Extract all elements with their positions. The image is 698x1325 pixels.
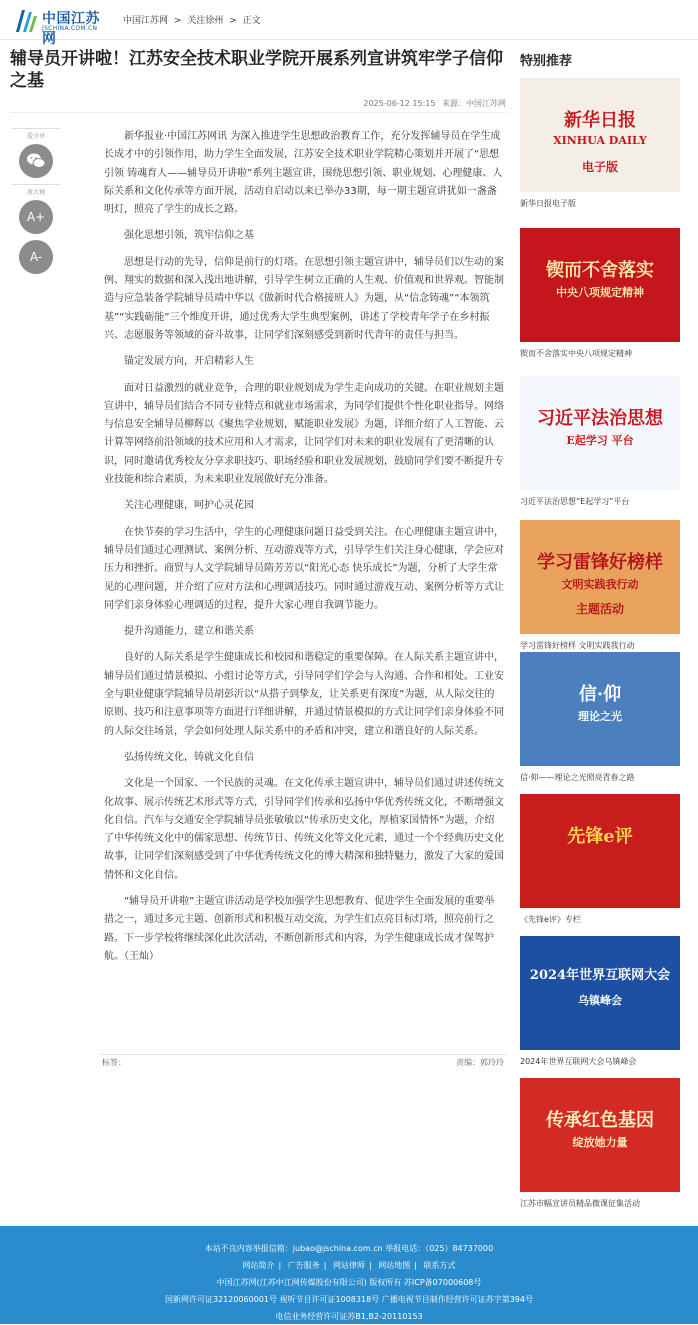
recommend-caption[interactable]: 江苏市幅宣讲员精品微课征集活动 bbox=[520, 1199, 640, 1208]
recommend-banner-image[interactable] bbox=[520, 794, 680, 908]
footer-link-ads[interactable]: 广告服务 bbox=[287, 1261, 320, 1270]
recommend-item[interactable] bbox=[520, 228, 680, 359]
article-paragraph: 思想是行动的先导，信仰是前行的灯塔。在思想引领主题宣讲中，辅导员们以生动的案例、翔实的数据和深入浅出地讲解，引导学生树立正确的人生观、价值观和世界观。智能制造与应急装备学院辅导员靖中华以《做新时代合格接班人》为题，从“信念铸魂”“本领筑基”“实践砺能”三个维度开讲，通过优秀大学生典型案例，讲述了学校青年学子在乡村振兴、志愿服务等领域的奋斗故事，让同学们深刻感受到新时代青年的责任与担当。 bbox=[104, 256, 504, 341]
logo-subtext: JSCHINA.COM.CN bbox=[42, 25, 98, 32]
recommend-title: 特别推荐 bbox=[520, 54, 573, 69]
footer-link-contact[interactable]: 联系方式 bbox=[423, 1261, 456, 1270]
recommend-item[interactable] bbox=[520, 1078, 680, 1209]
recommend-banner-image[interactable] bbox=[520, 78, 680, 192]
article-body bbox=[104, 128, 504, 974]
article-footer-divider bbox=[100, 1054, 506, 1055]
recommend-banner-image[interactable] bbox=[520, 652, 680, 766]
recommend-banner-subtext: 绽放她力量 bbox=[572, 1136, 628, 1149]
article-meta bbox=[300, 98, 506, 109]
zoom-in-button[interactable]: A+ bbox=[19, 200, 53, 234]
breadcrumb-current: 正文 bbox=[242, 16, 261, 26]
recommend-item[interactable] bbox=[520, 78, 680, 209]
recommend-banner-text: 学习雷锋好榜样 bbox=[537, 552, 663, 573]
recommend-item[interactable] bbox=[520, 520, 680, 651]
wechat-icon bbox=[26, 152, 46, 170]
recommend-caption[interactable]: 学习雷锋好榜样 文明实践我行动 bbox=[520, 641, 635, 650]
article-paragraph: 面对日益激烈的就业竞争，合理的职业规划成为学生走向成功的关键。在职业规划主题宣讲中，辅导员们结合不同专业特点和就业市场需求，为同学们提供个性化职业指导。网络与信息安全辅导员柳辉以《聚焦学业规划，赋能职业发展》为题，详细介绍了人工智能、云计算等网络前沿领域的技术应用和人才需求，让同学们对未来的职业发展有了更清晰的认识，同时邀请优秀校友分享求职技巧、职场经验和职业发展规划，鼓励同学们要不断提升专业技能和综合素质，为未来职业发展做好充分准备。 bbox=[104, 382, 504, 486]
recommend-banner-subtext: XINHUA DAILY bbox=[553, 134, 647, 147]
article-paragraph: 新华报业·中国江苏网讯 为深入推进学生思想政治教育工作，充分发挥辅导员在学生成长成才中的引领作用，助力学生全面发展，江苏安全技术职业学院精心策划并开展了“思想引领 铸魂育人——辅导员开讲啦”系列主题宣讲，围绕思想引领、职业规划、心理健康、人际关系和文化传承等方面开展，活动自启动以来已举办33期，每一期主题宣讲犹如一盏盏明灯，照亮了学生的成长之路。 bbox=[104, 131, 503, 216]
recommend-banner-image[interactable] bbox=[520, 936, 680, 1050]
site-header bbox=[0, 0, 698, 47]
site-logo[interactable] bbox=[12, 6, 112, 47]
article-source: 来源：中国江苏网 bbox=[442, 99, 506, 108]
recommend-item[interactable] bbox=[520, 936, 680, 1067]
breadcrumb-home[interactable]: 中国江苏网 bbox=[123, 16, 169, 26]
article-subheading: 关注心理健康，呵护心灵花园 bbox=[124, 500, 254, 512]
recommend-caption[interactable]: 习近平法治思想“E起学习”平台 bbox=[520, 497, 630, 506]
breadcrumb bbox=[123, 13, 264, 26]
recommend-item[interactable] bbox=[520, 652, 680, 783]
zoom-out-button[interactable]: A- bbox=[19, 240, 53, 274]
article-subheading: 提升沟通能力，建立和谐关系 bbox=[124, 626, 254, 638]
recommend-banner-subtext: E起学习 平台 bbox=[566, 434, 634, 447]
recommend-banner-subtext: 文明实践我行动 bbox=[561, 578, 639, 591]
footer-license: 国新网许可证32120060001号 视听节目许可证1008318号 广播电视节目制作经营许可证苏字第394号 bbox=[165, 1295, 533, 1304]
recommend-banner-text: 先锋e评 bbox=[567, 826, 633, 847]
article-date: 2025-06-12 15:15 bbox=[363, 99, 436, 108]
footer-link-lawyer[interactable]: 网站律师 bbox=[333, 1261, 365, 1270]
article-subheading: 强化思想引领，筑牢信仰之基 bbox=[124, 230, 254, 242]
breadcrumb-separator: > bbox=[173, 16, 182, 26]
footer-report: 本站不良内容举报信箱：jubao@jschina.com.cn 举报电话：（025）84737000 bbox=[204, 1244, 494, 1253]
zoom-label: 放大镜 bbox=[12, 184, 60, 196]
breadcrumb-separator: > bbox=[229, 16, 237, 26]
recommend-banner-subtext: 中央八项规定精神 bbox=[556, 286, 644, 299]
recommend-caption[interactable]: 新华日报电子版 bbox=[520, 199, 576, 208]
recommend-item[interactable] bbox=[520, 376, 680, 507]
recommend-caption[interactable]: 信·仰——理论之光照亮青春之路 bbox=[520, 773, 635, 782]
recommend-banner-text: 2024年世界互联网大会 bbox=[529, 968, 671, 983]
recommend-banner-tag: 主题活动 bbox=[575, 602, 624, 616]
wechat-share-button[interactable] bbox=[19, 144, 53, 178]
recommend-banner-text: 信·仰 bbox=[578, 684, 622, 705]
article-subheading: 锚定发展方向，开启精彩人生 bbox=[124, 356, 254, 368]
article-editor: 责编：郭玲玲 bbox=[456, 1058, 504, 1067]
article-paragraph: 文化是一个国家、一个民族的灵魂。在文化传承主题宣讲中，辅导员们通过讲述传统文化故事、展示传统艺术形式等方式，引导同学们传承和弘扬中华优秀传统文化，不断增强文化自信。汽车与交通安全学院辅导员张敏敏以“传承历史文化，厚植家国情怀”为题，介绍了中华传统文化中的儒家思想、传统节日、传统文化等文化元素，通过一个个经典历史文化故事，让同学们深刻感受到了中华优秀传统文化的博大精深和独特魅力，激发了大家的爱国情怀和文化自信。 bbox=[104, 778, 504, 881]
article-paragraph: “辅导员开讲啦”主题宣讲活动是学校加强学生思想教育、促进学生全面发展的重要举措之一，通过多元主题、创新形式和积极互动交流，为学生们点亮目标灯塔，照亮前行之路。下一步学校将继续深化此次活动，不断创新形式和内容，为学生健康成长成才保驾护航。（王灿） bbox=[104, 895, 495, 962]
side-toolbar bbox=[12, 128, 60, 280]
recommend-banner-subtext: 理论之光 bbox=[578, 710, 622, 723]
footer-telecom: 电信业务经营许可证苏B1,B2-20110153 bbox=[275, 1312, 423, 1321]
title-divider bbox=[10, 112, 506, 113]
footer-copyright: 中国江苏网(江苏中江网传媒股份有限公司) 版权所有 苏ICP备07000608号 bbox=[216, 1278, 482, 1287]
recommend-banner-tag: 电子版 bbox=[581, 160, 618, 174]
recommend-banner-subtext: 乌镇峰会 bbox=[578, 994, 622, 1007]
recommend-banner-text: 传承红色基因 bbox=[546, 1110, 654, 1131]
recommend-banner-image[interactable] bbox=[520, 376, 680, 490]
recommend-banner-image[interactable] bbox=[520, 1078, 680, 1192]
article-paragraph: 在快节奏的学习生活中，学生的心理健康问题日益受到关注。在心理健康主题宣讲中，辅导员们通过心理测试、案例分析、互动游戏等方式，引导学生们关注身心健康，学会应对压力和挫折。商贸与人文学院辅导员隋芳芳以“阳光心态 快乐成长”为题，分析了大学生常见的心理问题，并介绍了应对方法和心理调适技巧。同时通过游戏互动、案例分析等方式让同学们亲身体验心理调适的过程，提升大家心理自我调节能力。 bbox=[104, 526, 504, 611]
recommend-banner-image[interactable] bbox=[520, 228, 680, 342]
footer-link-about[interactable]: 网站简介 bbox=[242, 1261, 275, 1270]
article-paragraph: 良好的人际关系是学生健康成长和校园和谐稳定的重要保障。在人际关系主题宣讲中，辅导员们通过情景模拟、小组讨论等方式，引导同学们学会与人沟通、合作和相处。工业安全与职业健康学院辅导员胡彭沂以“从搭子到挚友，让关系更有深度”为题，从人际交往的原则、技巧和注意事项等方面进行详细讲解，并通过情景模拟的方式让同学们亲身体验不同的人际交往场景，学会如何处理人际关系中的矛盾和冲突，建立和谐良好的人际关系。 bbox=[104, 652, 504, 737]
logo-text: 中国江苏网 bbox=[42, 11, 100, 47]
share-label: 爱分享 bbox=[12, 128, 60, 140]
recommend-caption[interactable]: 锲而不舍落实中央八项规定精神 bbox=[520, 349, 632, 358]
site-footer bbox=[0, 1226, 698, 1324]
recommend-banner-text: 锲而不舍落实 bbox=[546, 260, 654, 281]
recommend-banner-text: 新华日报 bbox=[564, 110, 636, 131]
logo-icon bbox=[12, 6, 38, 34]
footer-links: 网站简介 | 广告服务 | 网站律师 | 网站地图 | 联系方式 bbox=[242, 1261, 456, 1270]
recommend-item[interactable] bbox=[520, 794, 680, 925]
footer-link-sitemap[interactable]: 网站地图 bbox=[378, 1261, 411, 1270]
recommend-caption[interactable]: 2024年世界互联网大会乌镇峰会 bbox=[520, 1057, 637, 1066]
article-title: 辅导员开讲啦！江苏安全技术职业学院开展系列宣讲筑牢学子信仰之基 bbox=[10, 49, 503, 91]
article-subheading: 弘扬传统文化，铸就文化自信 bbox=[124, 751, 254, 763]
recommend-banner-image[interactable] bbox=[520, 520, 680, 634]
recommend-caption[interactable]: 《先锋e评》专栏 bbox=[520, 915, 581, 924]
recommend-banner-text: 习近平法治思想 bbox=[537, 408, 663, 429]
article-tags: 标签： bbox=[102, 1058, 126, 1067]
breadcrumb-section[interactable]: 关注徐州 bbox=[187, 16, 224, 26]
